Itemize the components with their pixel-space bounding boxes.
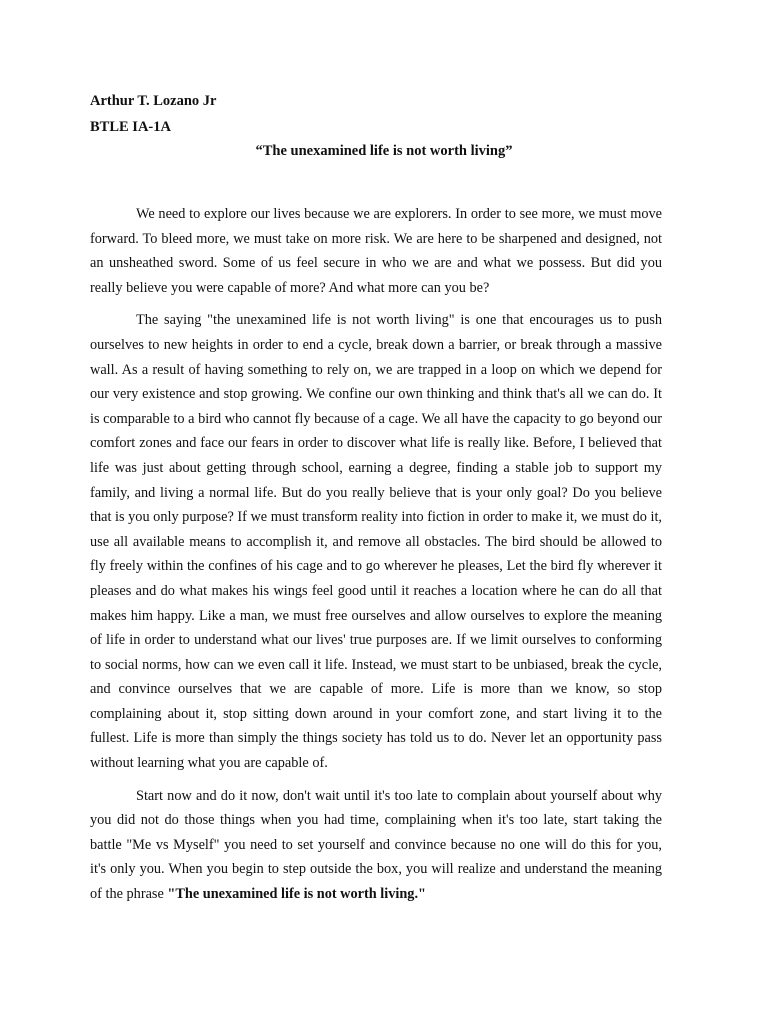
document-page <box>90 92 662 915</box>
body-paragraph-2: The saying "the unexamined life is not worth living" is one that encourages us to push ourselves to new heights in order to end a cycle, break down a barrier, or break through a massive wall. As a result of having something to rely on, we are trapped in a loop on which we depend for our very existence and stop growing. We confine our own thinking and think that's all we can do. It is comparable to a bird who cannot fly because of a cage. We all have the capacity to go beyond our comfort zones and face our fears in order to discover what life is really like. Before, I believed that life was just about getting through school, earning a degree, finding a stable job to support my family, and living a normal life. But do you really believe that is your only goal? Do you believe that is you only purpose? If we must transform reality into fiction in order to make it, we must do it, use all available means to accomplish it, and remove all obstacles. The bird should be allowed to fly freely within the confines of his cage and to go wherever he pleases, Let the bird fly wherever it pleases and do what makes his wings feel good until it reaches a location where he can do all that makes him happy. Like a man, we must free ourselves and allow ourselves to explore the meaning of life in order to understand what our lives' true purposes are. If we limit ourselves to conforming to social norms, how can we even call it life. Instead, we must start to be unbiased, break the cycle, and convince ourselves that we are capable of more. Life is more than we know, so stop complaining about it, stop sitting down around in your comfort zone, and start living it to the fullest. Life is more than simply the things society has told us to do. Never let an opportunity pass without learning what you are capable of. <box>90 312 662 772</box>
closing-quote-emphasis: "The unexamined life is not worth living." <box>167 886 426 903</box>
body-paragraph-3 <box>90 784 662 907</box>
class-code: BTLE IA-1A <box>90 119 171 135</box>
author-name: Arthur T. Lozano Jr <box>90 93 217 109</box>
essay-title: “The unexamined life is not worth living” <box>255 143 513 159</box>
body-paragraph-3-text: Start now and do it now, don't wait until it's too late to complain about yourself about why you did not do those things when you had time, complaining when it's too late, start taking the battle "Me vs Myself" you need to set yourself and convince because no one will do this for you, it's only you. When you begin to step outside the box, you will realize and understand the meaning of the phrase <box>90 787 662 903</box>
body-paragraph-1: We need to explore our lives because we are explorers. In order to see more, we must move forward. To bleed more, we must take on more risk. We are here to be sharpened and designed, not an unsheathed sword. Some of us feel secure in who we are and what we possess. But did you really believe you were capable of more? And what more can you be? <box>90 206 662 296</box>
